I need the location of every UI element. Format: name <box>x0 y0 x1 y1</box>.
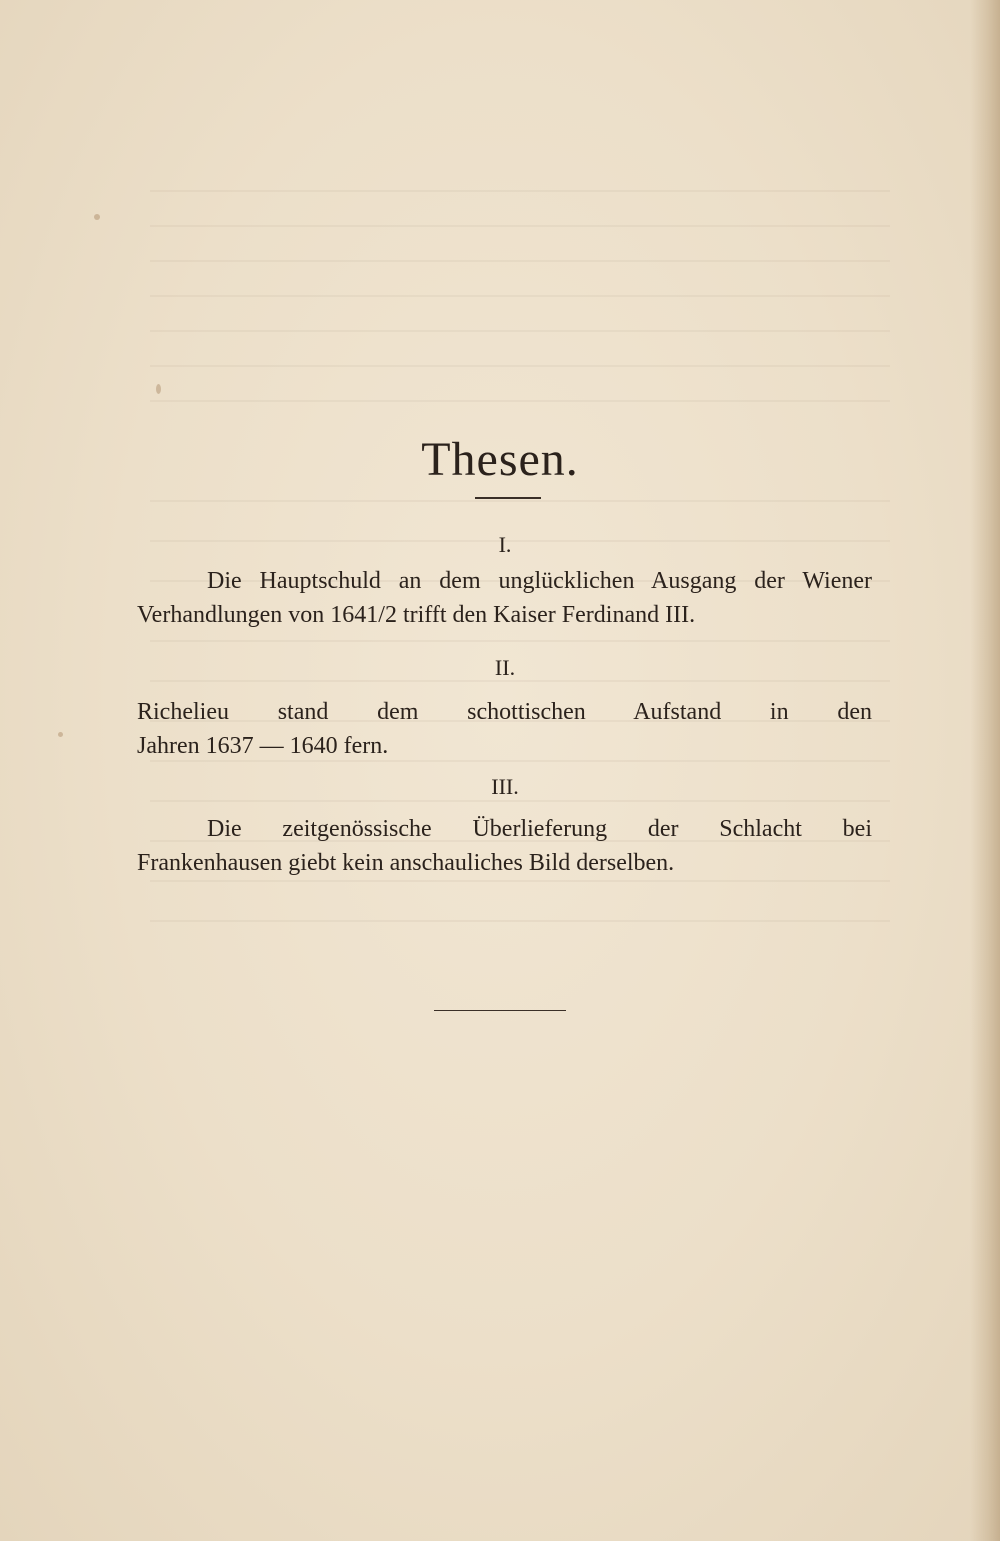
thesis-numeral: III. <box>491 774 519 799</box>
thesis-text <box>137 812 872 880</box>
text-line: Die Hauptschuld an dem unglücklichen Ausgang der Wiener <box>207 568 872 594</box>
thesis-text <box>137 564 872 632</box>
text-line: Die zeitgenössische Überlieferung der Schlacht bei <box>207 816 872 842</box>
thesis-numeral: I. <box>498 532 512 557</box>
paper-spot <box>156 384 161 394</box>
title-divider <box>475 497 541 499</box>
closing-divider <box>434 1010 566 1011</box>
page-title: Thesen. <box>421 433 579 486</box>
thesis-numeral: II. <box>494 655 516 680</box>
text-line: Jahren 1637 — 1640 fern. <box>137 733 389 759</box>
paper-spot <box>58 732 63 737</box>
text-line: Verhandlungen von 1641/2 trifft den Kaiser Ferdinand III. <box>137 602 696 628</box>
thesis-text <box>137 695 872 763</box>
text-line: Frankenhausen giebt kein anschauliches Bild derselben. <box>137 850 675 876</box>
page-edge-shadow <box>970 0 1000 1541</box>
text-line: Richelieu stand dem schottischen Aufstand in den <box>137 699 872 725</box>
paper-spot <box>94 214 100 220</box>
